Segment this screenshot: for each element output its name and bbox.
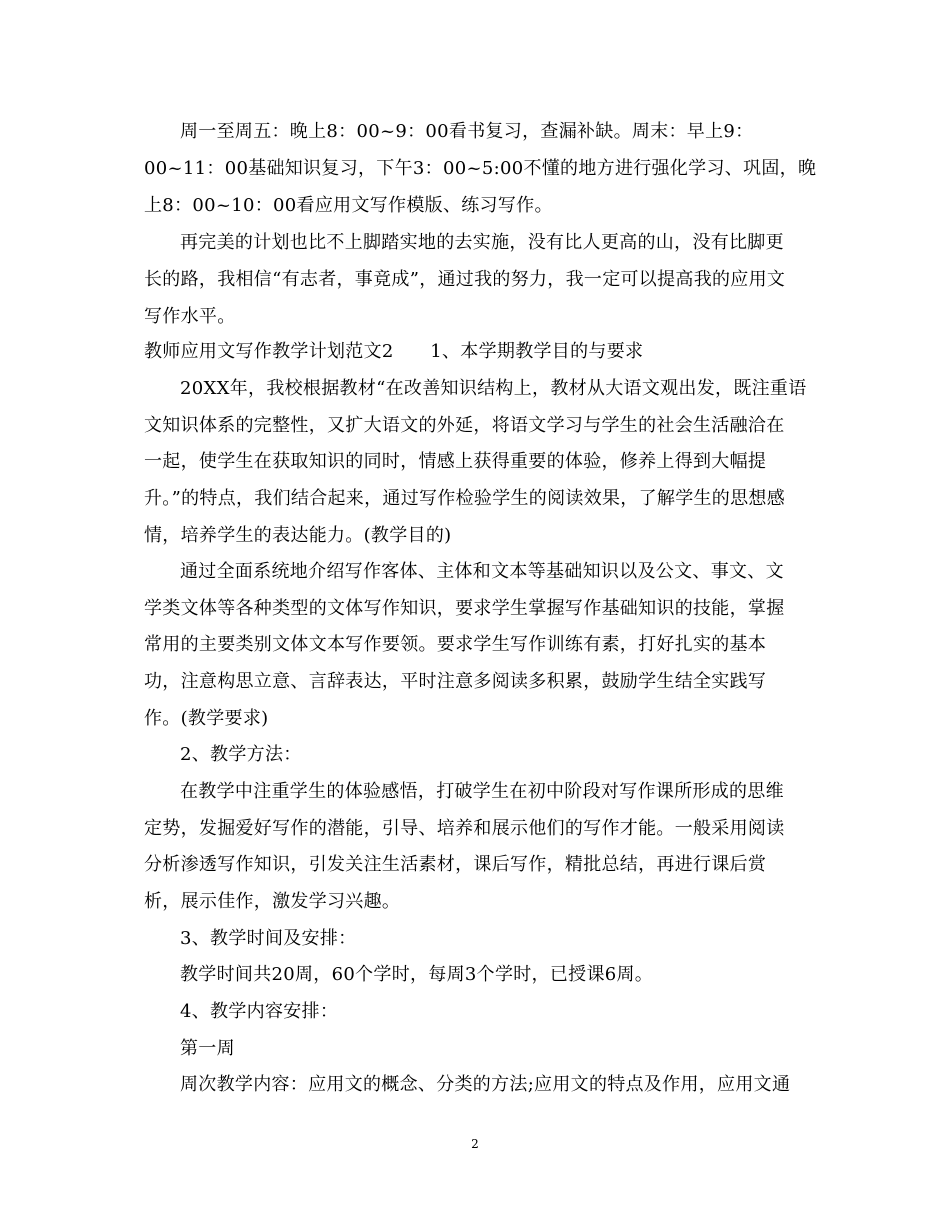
- text-line: 作。(教学要求): [144, 708, 269, 729]
- text-line: 析，展示佳作，激发学习兴趣。: [144, 891, 401, 912]
- text-line: 长的路，我相信“有志者，事竟成”，通过我的努力，我一定可以提高我的应用文: [144, 269, 786, 290]
- text-line: 定势，发掘爱好写作的潜能，引导、培养和展示他们的写作才能。一般采用阅读: [144, 818, 785, 839]
- section-heading: 4、教学内容安排：: [180, 1001, 339, 1022]
- text-line: 上8：00~10：00看应用文写作模版、练习写作。: [144, 195, 553, 216]
- text-line: 周一至周五：晚上8：00~9：00看书复习，查漏补缺。周末：早上9：: [180, 121, 754, 142]
- text-line: 升。”的特点，我们结合起来，通过写作检验学生的阅读效果，了解学生的思想感: [144, 488, 785, 509]
- text-line: 常用的主要类别文体文本写作要领。要求学生写作训练有素，打好扎实的基本: [144, 634, 767, 655]
- text-line: 学类文体等各种类型的文体写作知识，要求学生掌握写作基础知识的技能，掌握: [144, 598, 785, 619]
- text-line: 通过全面系统地介绍写作客体、主体和文本等基础知识以及公文、事文、文: [180, 561, 784, 582]
- text-line: 第一周: [180, 1038, 235, 1059]
- text-line: 功，注意构思立意、言辞表达，平时注意多阅读多积累，鼓励学生结全实践写: [144, 671, 767, 692]
- text-line: 文知识体系的完整性，又扩大语文的外延，将语文学习与学生的社会生活融洽在: [144, 415, 785, 436]
- section-heading: 教师应用文写作教学计划范文2 1、本学期教学目的与要求: [144, 341, 644, 362]
- text-line: 分析渗透写作知识，引发关注生活素材，课后写作，精批总结，再进行课后赏: [144, 854, 767, 875]
- text-line: 在教学中注重学生的体验感悟，打破学生在初中阶段对写作课所形成的思维: [180, 781, 784, 802]
- text-line: 周次教学内容：应用文的概念、分类的方法;应用文的特点及作用，应用文通: [180, 1074, 791, 1095]
- section-heading: 3、教学时间及安排：: [180, 928, 357, 949]
- text-line: 20XX年，我校根据教材“在改善知识结构上，教材从大语文观出发，既注重语: [180, 378, 807, 399]
- text-line: 一起，使学生在获取知识的同时，情感上获得重要的体验，修养上得到大幅提: [144, 451, 767, 472]
- text-line: 情，培养学生的表达能力。(教学目的): [144, 525, 452, 546]
- text-line: 教学时间共20周，60个学时，每周3个学时，已授课6周。: [180, 964, 654, 985]
- page-number: 2: [471, 1137, 479, 1151]
- text-line: 再完美的计划也比不上脚踏实地的去实施，没有比人更高的山，没有比脚更: [180, 232, 784, 253]
- text-line: 00~11：00基础知识复习，下午3：00~5:00不懂的地方进行强化学习、巩固，晚: [144, 158, 817, 179]
- section-heading: 2、教学方法：: [180, 744, 302, 765]
- text-line: 写作水平。: [144, 306, 236, 327]
